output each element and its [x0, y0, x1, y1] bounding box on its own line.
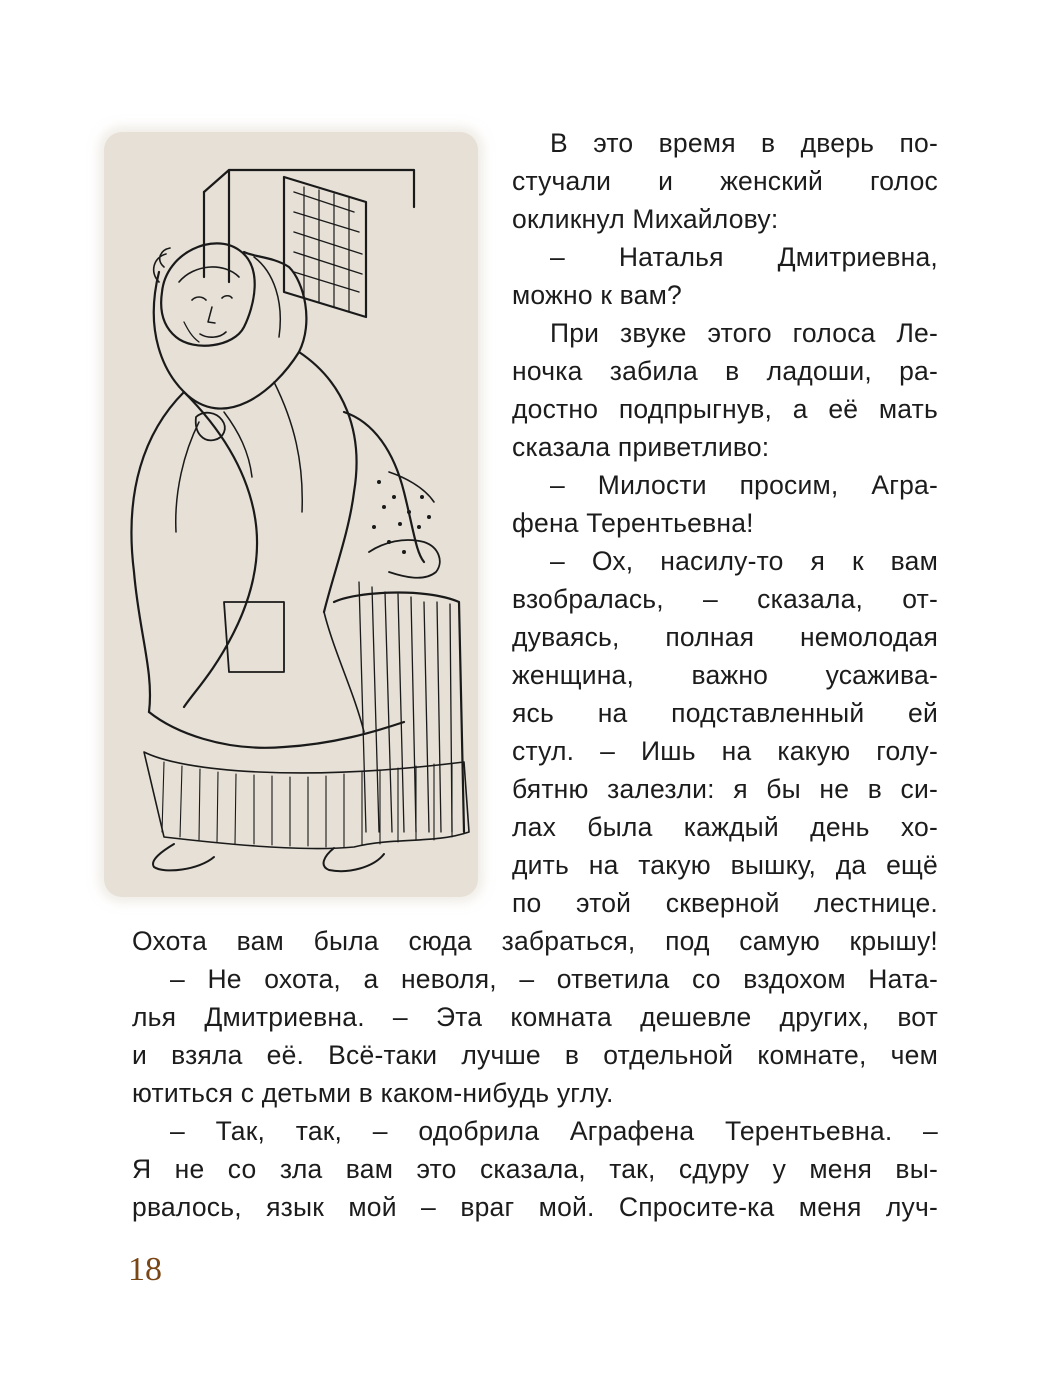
text-line: – Милости просим, Агра-: [550, 470, 938, 500]
text-line: бятню залезли: я бы не в си-: [512, 774, 938, 804]
text-line: дить на такую вышку, да ещё: [512, 850, 938, 880]
text-line: – Наталья Дмитриевна,: [550, 242, 938, 272]
text-line: – Так, так, – одобрила Аграфена Терентьевна. –: [170, 1116, 938, 1146]
text-line: ютиться с детьми в каком-нибудь углу.: [132, 1078, 614, 1108]
page-number: 18: [128, 1251, 162, 1288]
text-line: женщина, важно усажива-: [512, 660, 938, 690]
text-line: – Ох, насилу-то я к вам: [550, 546, 938, 576]
text-line: лах была каждый день хо-: [512, 812, 938, 842]
text-line: сказала приветливо:: [512, 432, 770, 462]
text-line: рвалось, язык мой – враг мой. Спросите-ка меня луч-: [132, 1192, 938, 1222]
illustration-woman-in-shawl: [104, 132, 478, 897]
text-line: окликнул Михайлову:: [512, 204, 779, 234]
text-line: В это время в дверь по-: [550, 128, 938, 158]
text-line: ясь на подставленный ей: [512, 698, 938, 728]
text-line: Я не со зла вам это сказала, так, сдуру у меня вы-: [132, 1154, 938, 1184]
text-line: фена Терентьевна!: [512, 508, 754, 538]
text-line: взобралась, – сказала, от-: [512, 584, 938, 614]
woman-in-shawl-drawing: [104, 132, 478, 897]
text-line: лья Дмитриевна. – Эта комната дешевле других, вот: [132, 1002, 938, 1032]
text-line: При звуке этого голоса Ле-: [550, 318, 938, 348]
text-line: стул. – Ишь на какую голу-: [512, 736, 938, 766]
text-line: по этой скверной лестнице.: [512, 888, 938, 918]
text-line: можно к вам?: [512, 280, 682, 310]
text-line: Охота вам была сюда забраться, под самую крышу!: [132, 926, 938, 956]
text-line: достно подпрыгнув, а её мать: [512, 394, 938, 424]
text-line: и взяла её. Всё-таки лучше в отдельной комнате, чем: [132, 1040, 938, 1070]
text-line: стучали и женский голос: [512, 166, 938, 196]
text-line: ночка забила в ладоши, ра-: [512, 356, 938, 386]
text-line: – Не охота, а неволя, – ответила со вздохом Ната-: [170, 964, 938, 994]
text-line: дуваясь, полная немолодая: [512, 622, 938, 652]
